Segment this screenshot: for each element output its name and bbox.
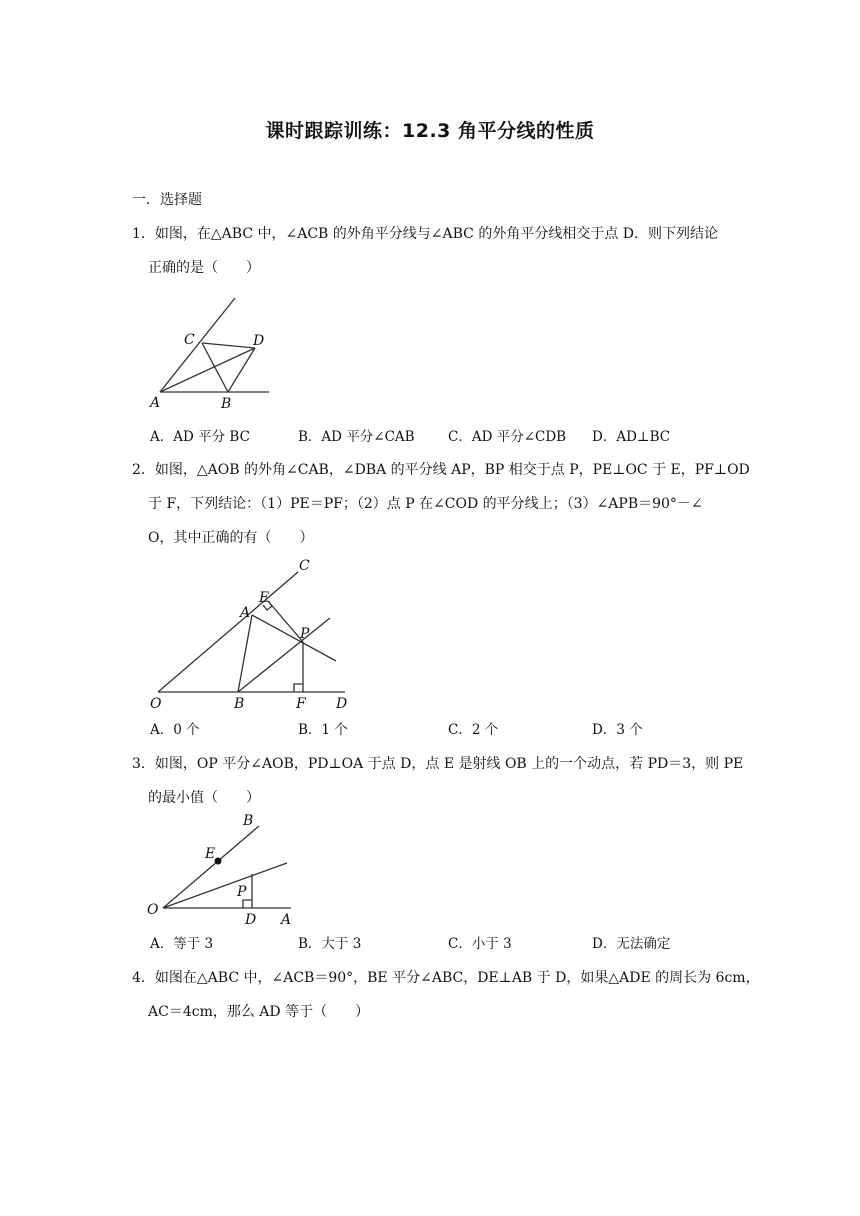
q1-option-d: D．AD⊥BC bbox=[592, 429, 671, 445]
q3-figure bbox=[145, 808, 305, 928]
q3-option-a: A．等于 3 bbox=[150, 936, 214, 952]
q2-option-b: B．1 个 bbox=[298, 722, 348, 738]
q3-option-c: C．小于 3 bbox=[448, 936, 512, 952]
q3-label-B: B bbox=[243, 813, 254, 829]
q1-text-line1: 1．如图，在△ABC 中，∠ACB 的外角平分线与∠ABC 的外角平分线相交于点 D．则下列结论 bbox=[132, 226, 719, 242]
q2-text-line1: 2．如图，△AOB 的外角∠CAB，∠DBA 的平分线 AP，BP 相交于点 P，PE⊥OC 于 E，PF⊥OD bbox=[132, 462, 750, 478]
q3-label-O: O bbox=[147, 902, 159, 918]
q3-option-d: D．无法确定 bbox=[592, 936, 671, 952]
q1-option-c: C．AD 平分∠CDB bbox=[448, 429, 567, 445]
q4-text-line1: 4．如图在△ABC 中，∠ACB＝90°，BE 平分∠ABC，DE⊥AB 于 D，如果△ADE 的周长为 6cm， bbox=[132, 970, 760, 986]
q3-text-line1: 3．如图，OP 平分∠AOB，PD⊥OA 于点 D，点 E 是射线 OB 上的一个动点，若 PD＝3，则 PE bbox=[132, 756, 744, 772]
q3-text-line2: 的最小值（ ） bbox=[148, 790, 260, 806]
q2-label-A: A bbox=[240, 605, 251, 621]
q1-figure bbox=[145, 290, 285, 415]
q3-label-P: P bbox=[237, 884, 247, 900]
q2-label-F: F bbox=[296, 696, 306, 712]
q2-text-line2: 于 F，下列结论：（1）PE＝PF；（2）点 P 在∠COD 的平分线上；（3）∠APB＝90°－∠ bbox=[148, 496, 703, 512]
q1-label-A: A bbox=[150, 395, 161, 411]
q2-option-c: C．2 个 bbox=[448, 722, 499, 738]
q2-label-E: E bbox=[259, 590, 270, 606]
q1-option-a: A．AD 平分 BC bbox=[150, 429, 250, 445]
q2-option-d: D．3 个 bbox=[592, 722, 643, 738]
q2-option-a: A．0 个 bbox=[150, 722, 200, 738]
q1-label-B: B bbox=[221, 396, 232, 412]
q2-label-P: P bbox=[300, 626, 310, 642]
section-heading: 一．选择题 bbox=[132, 192, 202, 208]
page-title: 课时跟踪训练：12.3 角平分线的性质 bbox=[265, 120, 595, 142]
q2-label-C: C bbox=[299, 558, 310, 574]
q1-text-line2: 正确的是（ ） bbox=[148, 260, 260, 276]
q3-option-b: B．大于 3 bbox=[298, 936, 362, 952]
q3-label-A: A bbox=[281, 912, 292, 928]
q2-text-line3: O，其中正确的有（ ） bbox=[148, 530, 314, 546]
q3-label-D: D bbox=[245, 912, 257, 928]
q1-label-D: D bbox=[253, 333, 265, 349]
q1-option-b: B．AD 平分∠CAB bbox=[298, 429, 415, 445]
q3-label-E: E bbox=[205, 846, 216, 862]
q4-text-line2: AC＝4cm，那么 AD 等于（ ） bbox=[148, 1004, 370, 1020]
q2-label-O: O bbox=[150, 696, 162, 712]
q2-label-B: B bbox=[234, 696, 245, 712]
q1-label-C: C bbox=[184, 332, 195, 348]
q2-figure bbox=[148, 556, 358, 711]
q2-label-D: D bbox=[336, 696, 348, 712]
